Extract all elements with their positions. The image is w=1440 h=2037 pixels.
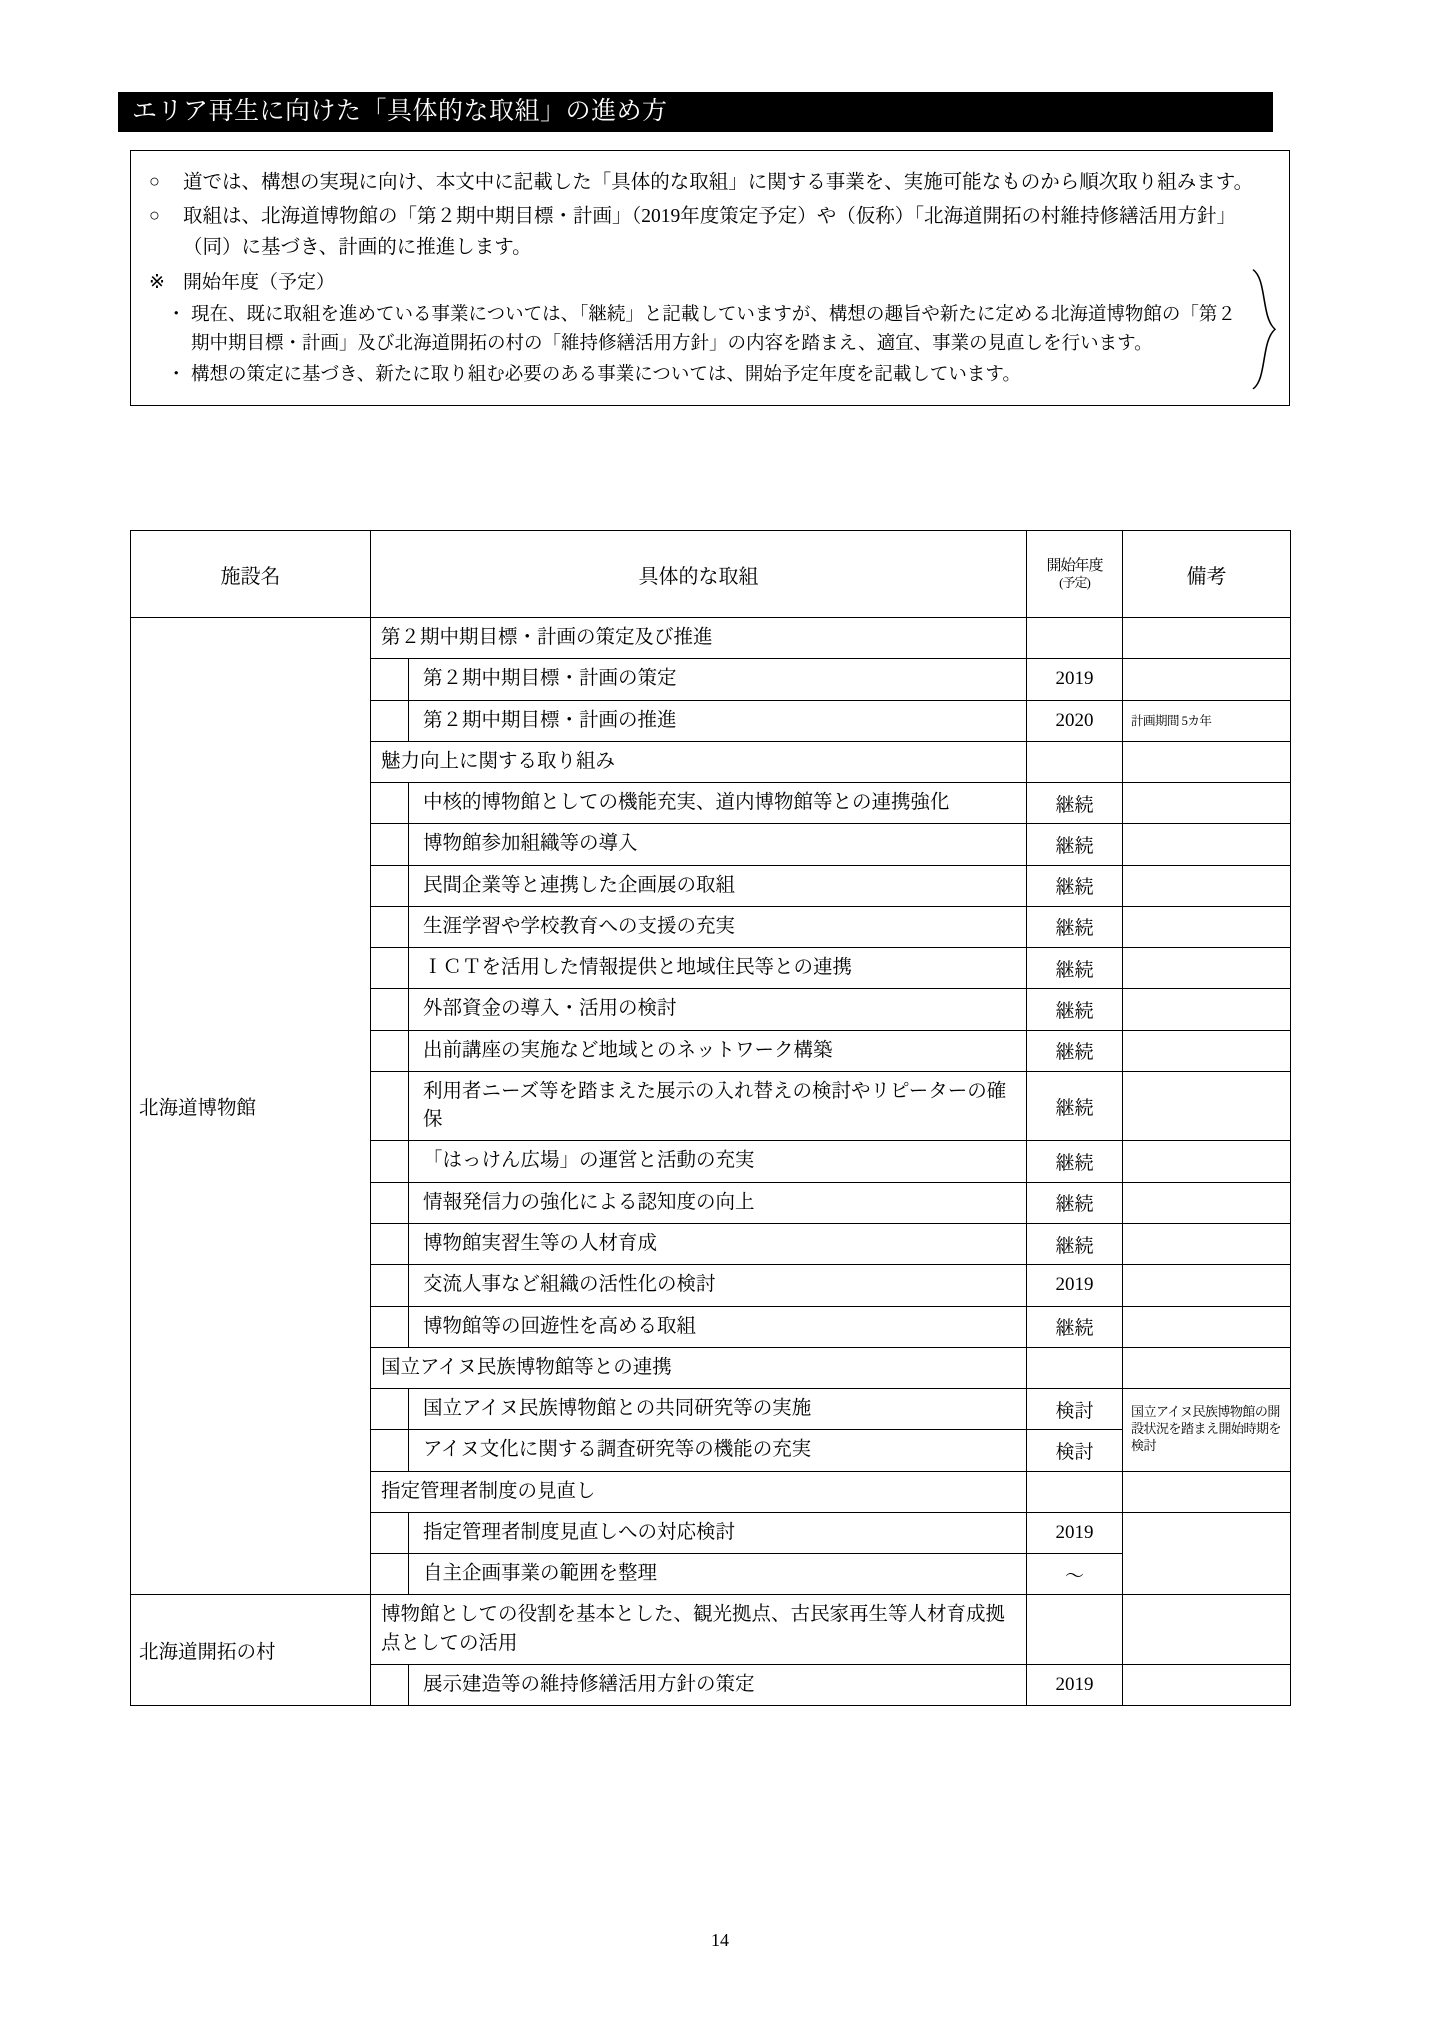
remark-value	[1123, 1471, 1291, 1512]
remark-value	[1123, 1595, 1291, 1665]
action-label: 展示建造等の維持修繕活用方針の策定	[409, 1664, 1027, 1705]
col-header-year-sub: (予定)	[1059, 575, 1090, 591]
facility-name: 北海道博物館	[131, 618, 371, 1595]
action-label: 第２期中期目標・計画の推進	[409, 700, 1027, 741]
action-label: 交流人事など組織の活性化の検討	[409, 1265, 1027, 1306]
year-value: 継続	[1027, 1182, 1123, 1223]
action-label: 中核的博物館としての機能充実、道内博物館等との連携強化	[409, 783, 1027, 824]
action-label: 第２期中期目標・計画の策定及び推進	[371, 618, 1027, 659]
bullet-icon: ・	[167, 304, 186, 325]
indent-cell	[371, 1306, 409, 1347]
remark-value	[1123, 1664, 1291, 1705]
action-label: 博物館としての役割を基本とした、観光拠点、古民家再生等人材育成拠点としての活用	[371, 1595, 1027, 1665]
intro-box	[130, 150, 1290, 406]
indent-cell	[371, 1664, 409, 1705]
note-text: 構想の策定に基づき、新たに取り組む必要のある事業については、開始予定年度を記載しています。	[191, 364, 1021, 385]
indent-cell	[371, 700, 409, 741]
remark-value	[1123, 1030, 1291, 1071]
year-value: 2019	[1027, 1664, 1123, 1705]
year-value	[1027, 1471, 1123, 1512]
remark-value	[1123, 989, 1291, 1030]
year-value	[1027, 741, 1123, 782]
remark-value	[1123, 865, 1291, 906]
indent-cell	[371, 1265, 409, 1306]
remark-value	[1123, 906, 1291, 947]
actions-table	[130, 530, 1291, 1706]
remark-value	[1123, 948, 1291, 989]
indent-cell	[371, 824, 409, 865]
action-label: 博物館参加組織等の導入	[409, 824, 1027, 865]
indent-cell	[371, 1182, 409, 1223]
indent-cell	[371, 1030, 409, 1071]
action-label: 第２期中期目標・計画の策定	[409, 659, 1027, 700]
indent-cell	[371, 1389, 409, 1430]
remark-value	[1123, 1141, 1291, 1182]
action-label: アイヌ文化に関する調査研究等の機能の充実	[409, 1430, 1027, 1471]
intro-item-text: 道では、構想の実現に向け、本文中に記載した「具体的な取組」に関する事業を、実施可能なものから順次取り組みます。	[183, 172, 1254, 193]
remark-value: 国立アイヌ民族博物館の開設状況を踏まえ開始時期を検討	[1123, 1389, 1291, 1472]
intro-item	[149, 167, 1271, 199]
indent-cell	[371, 1430, 409, 1471]
list-item	[149, 301, 1241, 360]
table-header-row	[131, 531, 1291, 618]
action-label: 博物館等の回遊性を高める取組	[409, 1306, 1027, 1347]
indent-cell	[371, 1071, 409, 1141]
action-label: 国立アイヌ民族博物館との共同研究等の実施	[409, 1389, 1027, 1430]
remark-value	[1123, 618, 1291, 659]
remark-value	[1123, 1347, 1291, 1388]
page-number: 14	[711, 1930, 729, 1950]
indent-cell	[371, 989, 409, 1030]
remark-value	[1123, 1265, 1291, 1306]
action-label: ＩＣＴを活用した情報提供と地域住民等との連携	[409, 948, 1027, 989]
action-label: 情報発信力の強化による認知度の向上	[409, 1182, 1027, 1223]
action-label: 外部資金の導入・活用の検討	[409, 989, 1027, 1030]
indent-cell	[371, 906, 409, 947]
year-value: 検討	[1027, 1389, 1123, 1430]
intro-item-text: 取組は、北海道博物館の「第２期中期目標・計画」（2019年度策定予定）や（仮称）「北海道開拓の村維持修繕活用方針」（同）に基づき、計画的に推進します。	[183, 205, 1237, 259]
remark-value	[1123, 1071, 1291, 1141]
action-label: 「はっけん広場」の運営と活動の充実	[409, 1141, 1027, 1182]
year-value: 継続	[1027, 948, 1123, 989]
year-value: 継続	[1027, 783, 1123, 824]
action-label: 民間企業等と連携した企画展の取組	[409, 865, 1027, 906]
year-value: 継続	[1027, 824, 1123, 865]
year-value: 継続	[1027, 865, 1123, 906]
remark-value	[1123, 659, 1291, 700]
year-value	[1027, 1347, 1123, 1388]
asterisk-marker-icon: ※	[149, 271, 165, 293]
year-value: 継続	[1027, 1223, 1123, 1264]
year-value: 2019	[1027, 659, 1123, 700]
curly-brace-icon	[1251, 268, 1277, 391]
year-value: 2019	[1027, 1265, 1123, 1306]
col-header-action: 具体的な取組	[371, 531, 1027, 618]
year-value: 継続	[1027, 1030, 1123, 1071]
year-value: 〜	[1027, 1554, 1123, 1595]
note-heading-text: 開始年度（予定）	[183, 271, 336, 293]
table-row	[131, 1595, 1291, 1665]
action-label: 生涯学習や学校教育への支援の充実	[409, 906, 1027, 947]
year-value: 2019	[1027, 1512, 1123, 1553]
year-value: 継続	[1027, 1141, 1123, 1182]
circle-marker-icon: ○	[149, 204, 160, 225]
year-value: 継続	[1027, 1071, 1123, 1141]
col-header-remark: 備考	[1123, 531, 1291, 618]
year-value: 継続	[1027, 1306, 1123, 1347]
year-value: 2020	[1027, 700, 1123, 741]
action-label: 利用者ニーズ等を踏まえた展示の入れ替えの検討やリピーターの確保	[409, 1071, 1027, 1141]
action-label: 出前講座の実施など地域とのネットワーク構築	[409, 1030, 1027, 1071]
action-label: 指定管理者制度見直しへの対応検討	[409, 1512, 1027, 1553]
indent-cell	[371, 1141, 409, 1182]
year-value	[1027, 618, 1123, 659]
note-heading	[149, 268, 1241, 299]
note-text: 現在、既に取組を進めている事業については、「継続」と記載していますが、構想の趣旨や新たに定める北海道博物館の「第２期中期目標・計画」及び北海道開拓の村の「維持修繕活用方針」の内容を踏まえ、適宜、事業の見直しを行います。	[191, 304, 1236, 355]
indent-cell	[371, 948, 409, 989]
facility-name: 北海道開拓の村	[131, 1595, 371, 1706]
indent-cell	[371, 659, 409, 700]
bullet-icon: ・	[167, 364, 186, 385]
indent-cell	[371, 1512, 409, 1553]
intro-item	[149, 201, 1271, 264]
action-label: 自主企画事業の範囲を整理	[409, 1554, 1027, 1595]
indent-cell	[371, 1554, 409, 1595]
remark-value	[1123, 1182, 1291, 1223]
action-label: 魅力向上に関する取り組み	[371, 741, 1027, 782]
note-list	[149, 301, 1241, 391]
page-title: エリア再生に向けた「具体的な取組」の進め方	[118, 92, 1273, 132]
col-header-facility: 施設名	[131, 531, 371, 618]
remark-value	[1123, 783, 1291, 824]
indent-cell	[371, 865, 409, 906]
list-item	[149, 361, 1241, 391]
remark-value	[1123, 1223, 1291, 1264]
remark-value	[1123, 824, 1291, 865]
action-label: 指定管理者制度の見直し	[371, 1471, 1027, 1512]
col-header-year	[1027, 531, 1123, 618]
note-block	[149, 268, 1271, 391]
actions-table-wrap	[130, 530, 1290, 1706]
year-value: 継続	[1027, 906, 1123, 947]
indent-cell	[371, 783, 409, 824]
action-label: 博物館実習生等の人材育成	[409, 1223, 1027, 1264]
col-header-year-main: 開始年度	[1046, 557, 1103, 574]
remark-value	[1123, 1512, 1291, 1595]
year-value: 継続	[1027, 989, 1123, 1030]
table-row	[131, 618, 1291, 659]
indent-cell	[371, 1223, 409, 1264]
year-value	[1027, 1595, 1123, 1665]
remark-value: 計画期間 5カ年	[1123, 700, 1291, 741]
remark-value	[1123, 1306, 1291, 1347]
circle-marker-icon: ○	[149, 171, 160, 191]
remark-value	[1123, 741, 1291, 782]
year-value: 検討	[1027, 1430, 1123, 1471]
action-label: 国立アイヌ民族博物館等との連携	[371, 1347, 1027, 1388]
